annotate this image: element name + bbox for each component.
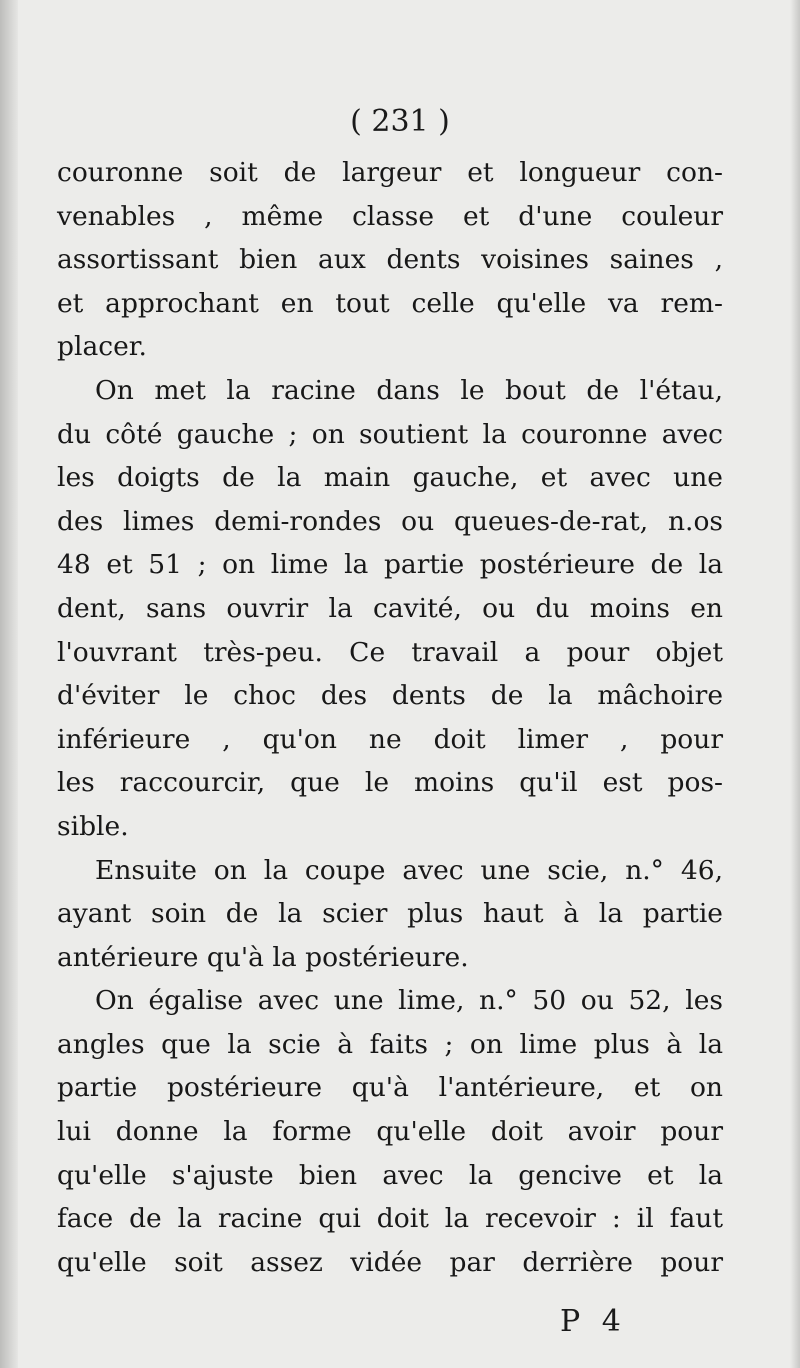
text-line: venables , même classe et d'une couleur bbox=[57, 200, 723, 232]
text-line: ayant soin de la scier plus haut à la partie bbox=[57, 898, 723, 930]
text-line: couronne soit de largeur et longueur con- bbox=[57, 157, 723, 188]
text-line: 48 et 51 ; on lime la partie postérieure de la bbox=[57, 549, 723, 581]
signature-mark: P 4 bbox=[560, 1304, 627, 1339]
text-line: On égalise avec une lime, n.° 50 ou 52, les bbox=[95, 985, 723, 1017]
text-line: assortissant bien aux dents voisines saines , bbox=[57, 244, 723, 276]
text-line: inférieure , qu'on ne doit limer , pour bbox=[57, 723, 723, 755]
text-line: sible. bbox=[57, 810, 129, 842]
page-left-edge-shadow bbox=[0, 0, 18, 1368]
text-line: On met la racine dans le bout de l'étau, bbox=[95, 374, 723, 406]
text-line: face de la racine qui doit la recevoir : il faut bbox=[57, 1203, 723, 1235]
page-right-edge-shadow bbox=[790, 0, 800, 1368]
text-line: Ensuite on la coupe avec une scie, n.° 46, bbox=[95, 854, 723, 886]
text-line: antérieure qu'à la postérieure. bbox=[57, 941, 469, 973]
text-line: lui donne la forme qu'elle doit avoir pour bbox=[57, 1116, 723, 1148]
text-line: l'ouvrant très-peu. Ce travail a pour objet bbox=[57, 636, 723, 668]
text-line: angles que la scie à faits ; on lime plus à la bbox=[57, 1028, 723, 1060]
text-line: des limes demi-rondes ou queues-de-rat, n.os bbox=[57, 505, 723, 537]
text-line: et approchant en tout celle qu'elle va rem- bbox=[57, 287, 723, 319]
text-line: les raccourcir, que le moins qu'il est pos- bbox=[57, 767, 723, 799]
text-line: qu'elle s'ajuste bien avec la gencive et la bbox=[57, 1159, 723, 1191]
text-line: du côté gauche ; on soutient la couronne avec bbox=[57, 418, 723, 450]
text-line: placer. bbox=[57, 331, 147, 363]
body-text bbox=[57, 151, 723, 1284]
text-line: qu'elle soit assez vidée par derrière pour bbox=[57, 1246, 723, 1278]
text-line: partie postérieure qu'à l'antérieure, et on bbox=[57, 1072, 723, 1104]
page-number: ( 231 ) bbox=[350, 104, 450, 139]
text-line: d'éviter le choc des dents de la mâchoire bbox=[57, 680, 723, 712]
text-line: les doigts de la main gauche, et avec une bbox=[57, 462, 723, 494]
text-line: dent, sans ouvrir la cavité, ou du moins en bbox=[57, 592, 723, 624]
